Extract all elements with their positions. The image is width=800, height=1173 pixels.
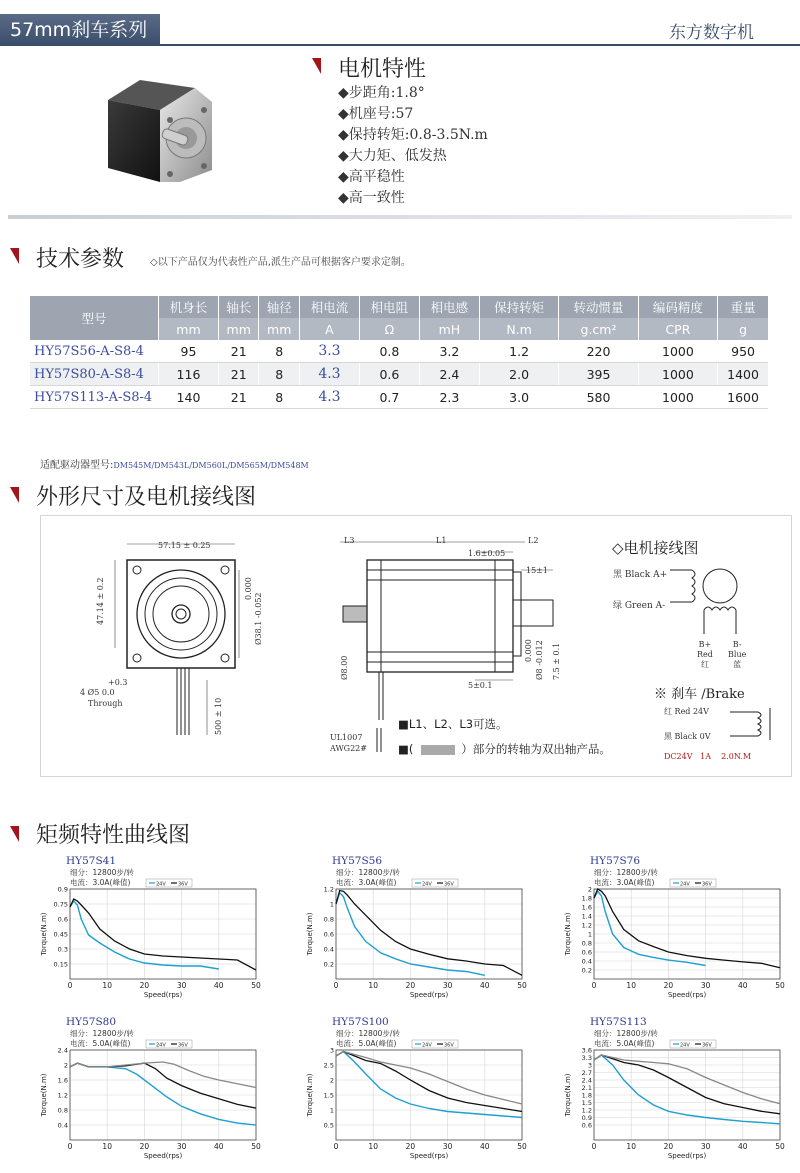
cell-model: HY57S80-A-S8-4 bbox=[30, 363, 159, 386]
x-tick-label: 20 bbox=[139, 981, 150, 990]
features-list bbox=[338, 83, 488, 209]
x-tick-label: 20 bbox=[405, 981, 416, 990]
chart-title: HY57S100 bbox=[332, 1016, 389, 1028]
chart-subtitle: 电流：3.0A(峰值) bbox=[70, 878, 131, 887]
y-tick-label: 1.2 bbox=[57, 1091, 68, 1100]
x-axis-label: Speed(rps) bbox=[409, 1152, 449, 1160]
table-cell: 4.3 bbox=[299, 363, 359, 386]
x-tick-label: 10 bbox=[102, 1142, 112, 1151]
dim-e-top: 0.000 bbox=[524, 639, 533, 662]
y-tick-label: 0.15 bbox=[53, 960, 68, 969]
legend-label: 24V bbox=[680, 1042, 690, 1049]
y-tick-label: 2 bbox=[329, 1076, 334, 1085]
col-header: 轴长 bbox=[218, 296, 259, 318]
wire-a-plus: 黑 Black A+ bbox=[613, 570, 668, 580]
chart-title: HY57S41 bbox=[66, 855, 117, 867]
chart-title: HY57S113 bbox=[590, 1016, 647, 1028]
y-tick-label: 2 bbox=[63, 1061, 68, 1070]
table-cell: 8 bbox=[259, 340, 300, 363]
legend-label: 24V bbox=[680, 881, 690, 888]
chart-subtitle: 电流：3.0A(峰值) bbox=[594, 878, 655, 887]
x-tick-label: 10 bbox=[626, 981, 636, 990]
tech-title: 技术参数 bbox=[36, 247, 125, 272]
x-tick-label: 10 bbox=[626, 1142, 636, 1151]
legend-label: 36V bbox=[444, 881, 454, 888]
y-tick-label: 0.9 bbox=[57, 885, 68, 894]
col-unit: g bbox=[718, 318, 768, 340]
brake-coil-icon bbox=[728, 700, 778, 746]
chart-legend bbox=[670, 879, 716, 888]
table-cell: 8 bbox=[259, 363, 300, 386]
x-tick-label: 30 bbox=[176, 1142, 187, 1151]
series-line-24V bbox=[594, 891, 706, 965]
brake-title: ※ 刹车 /Brake bbox=[654, 687, 745, 702]
y-tick-label: 1.2 bbox=[581, 921, 592, 930]
y-tick-label: 1.5 bbox=[581, 1099, 592, 1107]
table-cell: 140 bbox=[159, 386, 219, 409]
wire-b-minus-color: Blue bbox=[728, 650, 747, 659]
x-tick-label: 40 bbox=[214, 1142, 224, 1151]
x-tick-label: 30 bbox=[442, 1142, 453, 1151]
wire-b-minus bbox=[728, 640, 746, 670]
series-line-24V bbox=[70, 1063, 256, 1125]
series-line-24V bbox=[594, 1055, 780, 1124]
table-cell: 580 bbox=[559, 386, 638, 409]
torque-chart-hy57s100 bbox=[302, 1016, 532, 1166]
dim-d: 7.5 ± 0.1 bbox=[552, 642, 561, 680]
table-cell: 21 bbox=[218, 340, 259, 363]
brake-black: 黑 Black 0V bbox=[664, 732, 711, 741]
dim-note-optional: ■L1、L2、L3可选。 bbox=[398, 717, 508, 731]
col-unit: g.cm² bbox=[559, 318, 638, 340]
y-tick-label: 0.3 bbox=[57, 945, 68, 954]
series-tab: 57mm刹车系列 bbox=[0, 14, 160, 46]
chart-subtitle: 细分：12800步/转 bbox=[594, 1029, 658, 1038]
y-tick-label: 3 bbox=[329, 1046, 334, 1055]
feature-item: ◆机座号:57 bbox=[338, 106, 414, 122]
chart-subtitle: 细分：12800步/转 bbox=[70, 868, 134, 877]
table-cell: 1000 bbox=[638, 363, 717, 386]
x-tick-label: 30 bbox=[700, 981, 711, 990]
legend-label: 36V bbox=[702, 1042, 712, 1049]
y-tick-label: 1.2 bbox=[581, 1106, 592, 1115]
cable-type: UL1007 bbox=[330, 733, 363, 742]
col-unit: N.m bbox=[479, 318, 558, 340]
chart-legend bbox=[670, 1040, 716, 1049]
gray-swatch bbox=[421, 745, 455, 755]
legend-label: 24V bbox=[156, 1042, 166, 1049]
col-header: 轴径 bbox=[259, 296, 300, 318]
brake-red: 红 Red 24V bbox=[664, 707, 709, 716]
cell-model: HY57S113-A-S8-4 bbox=[30, 386, 159, 409]
table-cell: 1400 bbox=[718, 363, 768, 386]
y-tick-label: 0.2 bbox=[581, 966, 592, 975]
dim-l2: L2 bbox=[528, 536, 539, 545]
chart-subtitle: 细分：12800步/转 bbox=[336, 1029, 400, 1038]
table-row bbox=[30, 363, 768, 386]
x-axis-label: Speed(rps) bbox=[143, 991, 183, 999]
col-unit: Ω bbox=[359, 318, 419, 340]
y-tick-label: 1 bbox=[329, 900, 334, 909]
series-line-36V bbox=[594, 1055, 780, 1114]
chart-subtitle: 电流：5.0A(峰值) bbox=[70, 1039, 131, 1048]
feature-item: ◆大力矩、低发热 bbox=[338, 148, 447, 164]
table-cell: 21 bbox=[218, 386, 259, 409]
dim-l1: L1 bbox=[436, 536, 447, 545]
col-unit: A bbox=[299, 318, 359, 340]
feature-item: ◆高一致性 bbox=[338, 190, 405, 206]
table-cell: 3.3 bbox=[299, 340, 359, 363]
wire-b-plus-label: B+ bbox=[698, 640, 712, 649]
x-tick-label: 20 bbox=[663, 1142, 674, 1151]
motor-image bbox=[100, 70, 220, 190]
chart-title: HY57S76 bbox=[590, 855, 641, 867]
dim-l3: L3 bbox=[344, 536, 355, 545]
table-cell: 1.2 bbox=[479, 340, 558, 363]
y-tick-label: 3.6 bbox=[581, 1046, 592, 1055]
y-tick-label: 0.6 bbox=[581, 1121, 592, 1130]
dim-c: 5±0.1 bbox=[468, 681, 493, 690]
section-divider bbox=[8, 215, 792, 219]
table-cell: 3.2 bbox=[419, 340, 479, 363]
table-cell: 4.3 bbox=[299, 386, 359, 409]
torque-chart-hy57s76 bbox=[560, 855, 790, 1005]
dim-through: Through bbox=[88, 699, 123, 708]
y-tick-label: 0.8 bbox=[57, 1106, 68, 1115]
table-cell: 0.8 bbox=[359, 340, 419, 363]
x-tick-label: 30 bbox=[442, 981, 453, 990]
torque-chart-hy57s56 bbox=[302, 855, 532, 1005]
dim-front-width: 57.15 ± 0.25 bbox=[158, 541, 211, 550]
table-cell: 3.0 bbox=[479, 386, 558, 409]
table-cell: 21 bbox=[218, 363, 259, 386]
table-cell: 1000 bbox=[638, 386, 717, 409]
x-tick-label: 10 bbox=[368, 1142, 378, 1151]
x-tick-label: 40 bbox=[480, 981, 490, 990]
x-tick-label: 50 bbox=[775, 1142, 785, 1151]
y-tick-label: 1.6 bbox=[57, 1076, 68, 1085]
x-tick-label: 50 bbox=[251, 981, 261, 990]
y-tick-label: 2.4 bbox=[581, 1076, 592, 1085]
table-cell: 0.7 bbox=[359, 386, 419, 409]
features-title: 电机特性 bbox=[338, 57, 427, 82]
y-axis-label: Torque(N.m) bbox=[306, 1073, 314, 1117]
tech-note: ◇以下产品仅为代表性产品,派生产品可根据客户要求定制。 bbox=[150, 257, 411, 268]
y-tick-label: 1.8 bbox=[581, 1091, 592, 1100]
section-flag-icon bbox=[10, 826, 19, 842]
col-header: 相电阻 bbox=[359, 296, 419, 318]
x-tick-label: 0 bbox=[591, 981, 597, 990]
chart-subtitle: 电流：5.0A(峰值) bbox=[336, 1039, 397, 1048]
table-cell: 2.4 bbox=[419, 363, 479, 386]
y-tick-label: 0.6 bbox=[57, 915, 68, 924]
x-axis-label: Speed(rps) bbox=[143, 1152, 183, 1160]
series-line-36V bbox=[336, 1052, 522, 1112]
dim-e: Ø8 -0.012 bbox=[535, 640, 544, 680]
x-tick-label: 40 bbox=[738, 981, 748, 990]
table-cell: 395 bbox=[559, 363, 638, 386]
x-tick-label: 50 bbox=[517, 981, 527, 990]
y-tick-label: 2.4 bbox=[57, 1046, 68, 1055]
driver-label: 适配驱动器型号: bbox=[40, 460, 114, 471]
section-flag-icon bbox=[10, 248, 19, 264]
col-header: 相电流 bbox=[299, 296, 359, 318]
y-tick-label: 0.4 bbox=[581, 957, 592, 966]
col-unit: mH bbox=[419, 318, 479, 340]
col-header: 保持转矩 bbox=[479, 296, 558, 318]
wire-b-minus-cn: 蓝 bbox=[733, 660, 742, 669]
table-cell: 0.6 bbox=[359, 363, 419, 386]
legend-label: 36V bbox=[702, 881, 712, 888]
x-axis-label: Speed(rps) bbox=[667, 1152, 707, 1160]
y-tick-label: 0.8 bbox=[581, 939, 592, 948]
x-tick-label: 30 bbox=[700, 1142, 711, 1151]
table-cell: 1600 bbox=[718, 386, 768, 409]
dim-note-dual-shaft bbox=[398, 741, 611, 757]
wire-a-minus: 绿 Green A- bbox=[613, 601, 666, 611]
dim-note-prefix: ■( bbox=[398, 742, 414, 756]
chart-legend bbox=[146, 879, 192, 888]
x-tick-label: 0 bbox=[333, 1142, 339, 1151]
table-row bbox=[30, 340, 768, 363]
wire-b-plus bbox=[697, 640, 713, 670]
torque-chart-hy57s41 bbox=[36, 855, 266, 1005]
x-tick-label: 0 bbox=[591, 1142, 597, 1151]
chart-legend bbox=[412, 1040, 458, 1049]
driver-line bbox=[40, 456, 309, 471]
col-header: 重量 bbox=[718, 296, 768, 318]
x-tick-label: 40 bbox=[738, 1142, 748, 1151]
col-header: 相电感 bbox=[419, 296, 479, 318]
x-tick-label: 10 bbox=[368, 981, 378, 990]
dimensions-title: 外形尺寸及电机接线图 bbox=[36, 485, 257, 510]
table-cell: 2.3 bbox=[419, 386, 479, 409]
x-tick-label: 20 bbox=[139, 1142, 150, 1151]
y-tick-label: 2.7 bbox=[581, 1069, 592, 1077]
dim-b: 15±1 bbox=[526, 566, 548, 575]
y-tick-label: 2 bbox=[587, 885, 592, 894]
legend-label: 24V bbox=[156, 881, 166, 888]
series-line-36V bbox=[70, 1063, 256, 1108]
x-tick-label: 0 bbox=[333, 981, 339, 990]
table-cell: 950 bbox=[718, 340, 768, 363]
dim-a: 1.6±0.05 bbox=[468, 549, 506, 558]
wire-b-plus-cn: 红 bbox=[700, 660, 709, 669]
y-tick-label: 1.2 bbox=[323, 885, 334, 894]
x-tick-label: 0 bbox=[67, 981, 73, 990]
x-tick-label: 30 bbox=[176, 981, 187, 990]
y-axis-label: Torque(N.m) bbox=[564, 912, 572, 956]
header-rule bbox=[0, 44, 800, 46]
wiring-title: ◇电机接线图 bbox=[612, 539, 699, 557]
feature-item: ◆保持转矩:0.8-3.5N.m bbox=[338, 127, 488, 143]
series-line-36V bbox=[336, 891, 522, 976]
y-axis-label: Torque(N.m) bbox=[306, 912, 314, 956]
dim-hole-tol: +0.3 bbox=[108, 678, 128, 687]
x-axis-label: Speed(rps) bbox=[409, 991, 449, 999]
y-tick-label: 1.6 bbox=[581, 903, 592, 912]
col-model: 型号 bbox=[30, 296, 159, 340]
y-tick-label: 0.6 bbox=[323, 930, 334, 939]
wire-b-plus-color: Red bbox=[697, 650, 713, 659]
chart-subtitle: 电流：3.0A(峰值) bbox=[336, 878, 397, 887]
feature-item: ◆步距角:1.8° bbox=[338, 85, 425, 101]
chart-subtitle: 细分：12800步/转 bbox=[594, 868, 658, 877]
torque-chart-hy57s113 bbox=[560, 1016, 790, 1166]
dim-f: Ø8.00 bbox=[340, 655, 349, 680]
x-tick-label: 50 bbox=[517, 1142, 527, 1151]
y-tick-label: 0.45 bbox=[53, 930, 68, 939]
section-flag-icon bbox=[312, 58, 321, 74]
y-axis-label: Torque(N.m) bbox=[40, 1073, 48, 1117]
col-unit: mm bbox=[218, 318, 259, 340]
y-tick-label: 0.6 bbox=[581, 948, 592, 957]
chart-title: HY57S80 bbox=[66, 1016, 117, 1028]
table-cell: 116 bbox=[159, 363, 219, 386]
series-line-36V bbox=[594, 889, 780, 968]
col-unit: mm bbox=[159, 318, 219, 340]
x-tick-label: 0 bbox=[67, 1142, 73, 1151]
col-header: 机身长 bbox=[159, 296, 219, 318]
chart-legend bbox=[412, 879, 458, 888]
legend-label: 36V bbox=[178, 1042, 188, 1049]
y-tick-label: 1.8 bbox=[581, 894, 592, 903]
x-tick-label: 10 bbox=[102, 981, 112, 990]
y-axis-label: Torque(N.m) bbox=[40, 912, 48, 956]
brake-spec: DC24V 1A 2.0N.M bbox=[664, 752, 752, 761]
y-tick-label: 0.8 bbox=[323, 915, 334, 924]
wiring-coil-diagram bbox=[668, 558, 768, 638]
legend-label: 24V bbox=[422, 1042, 432, 1049]
col-unit: CPR bbox=[638, 318, 717, 340]
x-tick-label: 50 bbox=[251, 1142, 261, 1151]
col-unit: mm bbox=[259, 318, 300, 340]
col-header: 编码精度 bbox=[638, 296, 717, 318]
chart-subtitle: 细分：12800步/转 bbox=[70, 1029, 134, 1038]
y-tick-label: 3.3 bbox=[581, 1054, 592, 1062]
series-line-36V bbox=[70, 899, 256, 970]
feature-item: ◆高平稳性 bbox=[338, 169, 405, 185]
y-tick-label: 0.75 bbox=[53, 900, 68, 909]
dim-note-suffix: ）部分的转轴为双出轴产品。 bbox=[461, 742, 611, 756]
table-row bbox=[30, 386, 768, 409]
cable-gauge: AWG22# bbox=[330, 744, 367, 753]
dim-front-height: 47.14 ± 0.2 bbox=[96, 577, 105, 625]
table-cell: 220 bbox=[559, 340, 638, 363]
driver-models: DM545M/DM543L/DM560L/DM565M/DM548M bbox=[113, 461, 309, 470]
legend-label: 36V bbox=[444, 1042, 454, 1049]
table-cell: 1000 bbox=[638, 340, 717, 363]
y-tick-label: 2.5 bbox=[323, 1061, 334, 1070]
table-cell: 8 bbox=[259, 386, 300, 409]
dim-lead: 500 ± 10 bbox=[214, 697, 223, 735]
x-tick-label: 40 bbox=[480, 1142, 490, 1151]
y-tick-label: 1.5 bbox=[323, 1091, 334, 1100]
y-axis-label: Torque(N.m) bbox=[564, 1073, 572, 1117]
x-tick-label: 20 bbox=[405, 1142, 416, 1151]
x-axis-label: Speed(rps) bbox=[667, 991, 707, 999]
dim-pilot-top: 0.000 bbox=[244, 577, 253, 600]
y-tick-label: 0.4 bbox=[323, 945, 334, 954]
legend-label: 36V bbox=[178, 881, 188, 888]
y-tick-label: 0.4 bbox=[57, 1121, 68, 1130]
x-tick-label: 40 bbox=[214, 981, 224, 990]
chart-subtitle: 电流：5.0A(峰值) bbox=[594, 1039, 655, 1048]
cell-model: HY57S56-A-S8-4 bbox=[30, 340, 159, 363]
wire-b-minus-label: B- bbox=[732, 640, 742, 649]
dim-pilot: Ø38.1 -0.052 bbox=[254, 592, 263, 645]
legend-label: 24V bbox=[422, 881, 432, 888]
y-tick-label: 0.2 bbox=[323, 960, 334, 969]
x-tick-label: 20 bbox=[663, 981, 674, 990]
y-tick-label: 2.1 bbox=[581, 1084, 592, 1092]
chart-subtitle: 细分：12800步/转 bbox=[336, 868, 400, 877]
col-header: 转动惯量 bbox=[559, 296, 638, 318]
y-tick-label: 1 bbox=[329, 1106, 334, 1115]
table-cell: 95 bbox=[159, 340, 219, 363]
section-flag-icon bbox=[10, 487, 19, 503]
dim-hole: 4 Ø5 0.0 bbox=[80, 688, 115, 697]
y-tick-label: 0.9 bbox=[581, 1114, 592, 1122]
brand-name: 东方数字机 bbox=[669, 23, 754, 43]
spec-table bbox=[30, 296, 768, 409]
y-tick-label: 0.5 bbox=[323, 1121, 334, 1130]
y-tick-label: 1.4 bbox=[581, 912, 592, 921]
chart-title: HY57S56 bbox=[332, 855, 383, 867]
x-tick-label: 50 bbox=[775, 981, 785, 990]
table-cell: 2.0 bbox=[479, 363, 558, 386]
torque-chart-hy57s80 bbox=[36, 1016, 266, 1166]
chart-legend bbox=[146, 1040, 192, 1049]
curves-title: 矩频特性曲线图 bbox=[36, 823, 191, 848]
y-tick-label: 1 bbox=[587, 930, 592, 939]
y-tick-label: 3 bbox=[587, 1061, 592, 1070]
